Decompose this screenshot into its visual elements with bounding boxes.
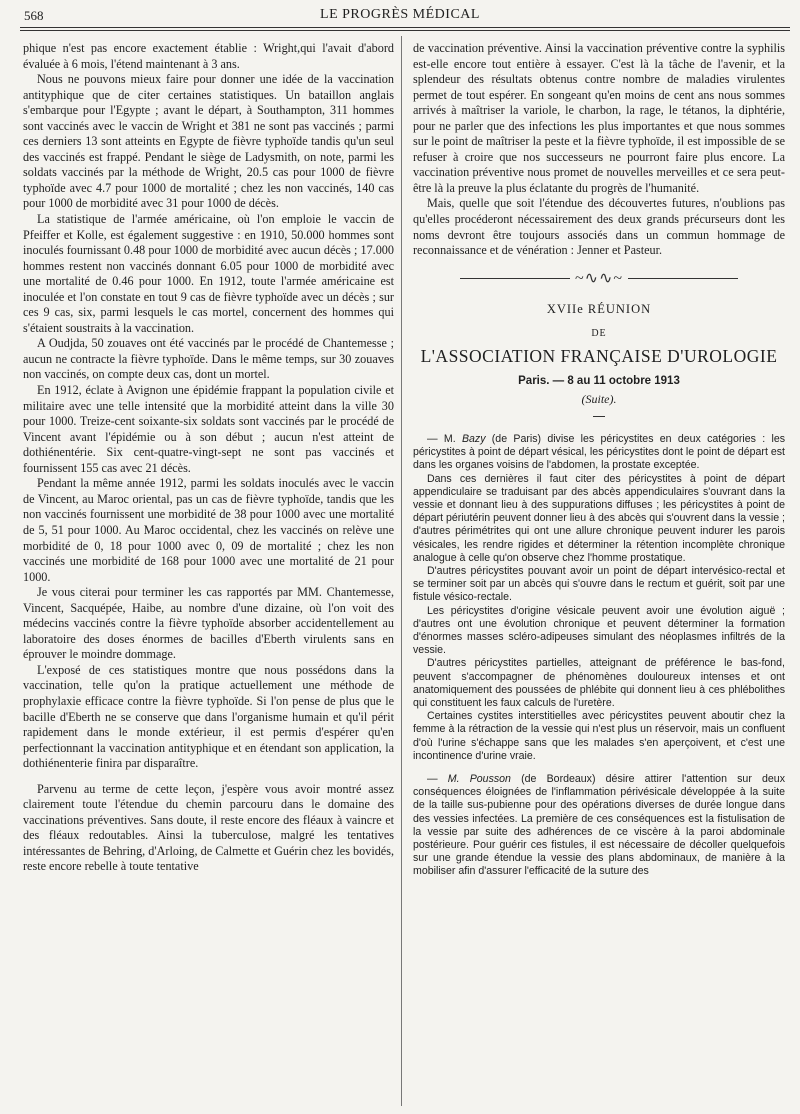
- right-column: [413, 41, 785, 879]
- paragraph: Je vous citerai pour terminer les cas rapportés par MM. Chantemesse, Vincent, Sacquépée, Haibe, au nombre d'une dizaine, où l'on voit des médecins vaccinés contre la fièvre typhoïde absorber accidentellement au laboratoire des doses énormes de bacilles d'Eberth virulents sans en éprouver le moindre dommage.: [23, 585, 394, 662]
- paragraph: D'autres péricystites pouvant avoir un point de départ intervésico-rectal et se terminer soit par un abcès qui s'ouvre dans le rectum et guérit, soit par une fistule vésico-rectale.: [413, 564, 785, 604]
- section-reunion: XVIIe RÉUNION: [546, 302, 652, 317]
- header-rule: [20, 27, 790, 28]
- paragraph: Les péricystites d'origine vésicale peuvent avoir une évolution aiguë ; d'autres ont une évolution chronique et peuvent déterminer la formation d'énormes masses scléro-adipeuses simulant des néoplasmes infiltrés de la vessie.: [413, 604, 785, 657]
- running-title: LE PROGRÈS MÉDICAL: [320, 7, 480, 22]
- paragraph: de vaccination préventive. Ainsi la vaccination préventive contre la syphilis est-elle encore tout entière à essayer. C'est là la tâche de l'avenir, et la splendeur des résultats obtenus contre nombre de maladies virulentes permet de tout espérer. En songeant qu'en moins de cent ans nous sommes arrivés à maîtriser la variole, le charbon, la rage, le tétanos, la diphtérie, pour ne parler que des infections les plus importantes et que nous sommes sur le point de maîtriser la peste et la fièvre typhoïde, il est impossible de se refuser à croire que nos successeurs ne pourront faire plus encore. La vaccination préventive nous promet de nouvelles merveilles et ce sera peut-être là la preuve la plus éclatante du progrès de l'humanité.: [413, 41, 785, 195]
- paragraph: D'autres péricystites partielles, atteignant de préférence le bas-fond, peuvent s'accompagner de phénomènes douloureux intenses et ont anatomiquement des poussées de phlébite qui donnent lieu à ces phlébolithes qui constituent les faux calculs de l'uretère.: [413, 657, 785, 709]
- small-rule: [593, 416, 605, 417]
- section-suite: (Suite).: [581, 392, 617, 407]
- header-rule-thin: [20, 30, 790, 31]
- bazy-prefix: — M.: [427, 432, 462, 445]
- paragraph: Dans ces dernières il faut citer des péricystites à point de départ appendiculaire se traduisant par des abcès appendiculaires s'ouvrant dans la vessie et donnant lieu à des suppurations diffuses ; les péricystites à point de départ périutérin peuvent donner lieu à des abcès qui s'ouvrent dans la vessie ; d'autres périmétrites qui ont une allure chronique peuvent indurer les parois vésicales, les rendre rigides et déterminer la rétention incomplète chronique analogue à celle qu'on observe chez l'homme prostatique.: [413, 472, 785, 564]
- bazy-speaker: Bazy: [461, 432, 486, 445]
- paragraph: Nous ne pouvons mieux faire pour donner une idée de la vaccination antityphique que de citer certaines statistiques. Un bataillon anglais s'embarque pour l'Egypte ; avant le départ, à Southampton, 311 hommes sont vaccinés avec le vaccin de Wright et 381 ne sont pas vaccinés ; parmi ces derniers 13 sont atteints en Egypte de fièvre typhoïde tandis qu'un seul des vaccinés est frappé. Pendant le siège de Ladysmith, on note, parmi les soldats vaccinés par la méthode de Wright, 20.5 cas pour 1000 de fièvre typhoïde avec 4.7 pour 1000 de mortalité ; chez les non vaccinés, 140 cas pour 1000 de morbidité avec 31 pour 1000 de décès.: [23, 72, 394, 211]
- section-flourish: ~∿∿~: [413, 271, 785, 287]
- section-de: DE: [591, 327, 607, 339]
- paragraph: L'exposé de ces statistiques montre que nous possédons dans la vaccination, telle qu'on la pratique actuellement une méthode de prophylaxie efficace contre la fièvre typhoïde. Si l'on pense de plus que le bacille d'Eberth ne se conserve que dans l'organisme humain et qu'il périt rapidement dans le monde extérieur, il est permis d'espérer qu'en perfectionnant la vaccination antityphique et en étendant son application, la dothiénenterie finira par disparaître.: [23, 662, 394, 771]
- bazy-text: (de Paris) divise les péricystites en deux catégories : les péricystites à point de départ vésical, les péricystites dont le point de départ est dans les organes voisins de l'abdomen, la prostate exceptée.: [413, 432, 786, 472]
- paragraph: Certaines cystites interstitielles avec péricystites peuvent aboutir chez la femme à la rétraction de la vessie qui n'est plus un réservoir, mais un confluent d'où l'urine s'échappe sans que les malades s'en aperçoivent, et c'est une incontinence d'urine vraie.: [413, 710, 785, 762]
- meeting-date: Paris. — 8 au 11 octobre 1913: [518, 374, 680, 387]
- paragraph: En 1912, éclate à Avignon une épidémie frappant la population civile et militaire avec une telle intensité que la morbidité atteint dans la ville 30 pour 1000. Treize-cent soixante-six soldats sont vaccinés par le procédé de Vincent avant l'épidémie ou à son début ; aucun n'est atteint de dothiénentérie. Six cent-quatre-vingt-sept ne sont pas vaccinés et fournissent 155 cas avec 21 décès.: [23, 383, 394, 475]
- pousson-prefix: —: [427, 773, 448, 786]
- paragraph: Mais, quelle que soit l'étendue des découvertes futures, n'oublions pas qu'elles procéderont nécessairement des deux grands précurseurs dont les noms devront être toujours associés dans un commun hommage de reconnaissance et de vénération : Jenner et Pasteur.: [413, 196, 785, 258]
- paragraph: phique n'est pas encore exactement établie : Wright,qui l'avait d'abord évaluée à 6 mois, l'étend maintenant à 3 ans.: [23, 41, 394, 71]
- pousson-text: (de Bordeaux) désire attirer l'attention sur deux conséquences éloignées de l'inflammation périvésicale développée à la suite de la taille sus-pubienne pour des opérations diverses de durée longue dans des vessies infectées. La première de ces conséquences est la fistulisation de la vessie par suite des adhérences de ce viscère à la paroi abdominale postérieure. Pour guérir ces fistules, il est nécessaire de décoller quelquefois sur une grande étendue la vessie des plans abdominaux, de manière à la mobiliser afin d'assurer l'efficacité de la suture des: [413, 773, 785, 878]
- paragraph: A Oudjda, 50 zouaves ont été vaccinés par le procédé de Chantemesse ; aucun ne contracte la fièvre typhoïde. Dans le même temps, sur 30 zouaves non vaccinés, on compte deux cas, dont un mortel.: [23, 336, 394, 382]
- pousson-speaker: M. Pousson: [447, 773, 511, 786]
- page-number: 568: [24, 8, 44, 23]
- paragraph: Pendant la même année 1912, parmi les soldats inoculés avec le vaccin de Vincent, au Maroc oriental, pas un cas de fièvre typhoïde, tandis que les non vaccinés fournissent une morbidité de 38 pour 1000 avec une mortalité de 5, 51 pour 1000. Au Maroc occidental, chez les vaccinés on relève une morbidité de 0, 18 pour 1000 avec 0, 09 de mortalité ; chez les non vaccinés une morbidité de 168 pour 1000 avec une mortalité de 21 pour 1000.: [23, 476, 394, 584]
- paragraph: Parvenu au terme de cette leçon, j'espère vous avoir montré assez clairement toute l'étendue du chemin parcouru dans le domaine des vaccinations préventives. Sans doute, il reste encore des fléaux à vaincre et des fléaux redoutables. Ainsi la tuberculose, malgré les tentatives intéressantes de Behring, d'Arloing, de Calmette et Guérin chez les bovidés, reste encore rebelle à toute tentative: [23, 781, 394, 874]
- paragraph: La statistique de l'armée américaine, où l'on emploie le vaccin de Pfeiffer et Kolle, est également suggestive : en 1910, 50.000 hommes sont inoculés fournissant 0.48 pour 1000 de morbidité avec aucun décès ; 17.000 hommes restent non vaccinés donnant 6.05 pour 1000 de morbidité avec une mortalité de 0.46 pour 1000. En 1912, toute l'armée américaine est inoculée et l'on constate en tout 9 cas de fièvre typhoïde avec un décès ; sur ces 9 cas, six, parmi lesquels le cas mortel, concernent des hommes qui s'étaient soustraits à la vaccination.: [23, 212, 394, 335]
- bazy-paragraph: [413, 433, 785, 473]
- pousson-paragraph: [413, 773, 785, 879]
- section-title: L'ASSOCIATION FRANÇAISE D'UROLOGIE: [420, 346, 778, 367]
- left-column: [23, 41, 394, 875]
- column-divider: [401, 36, 402, 1106]
